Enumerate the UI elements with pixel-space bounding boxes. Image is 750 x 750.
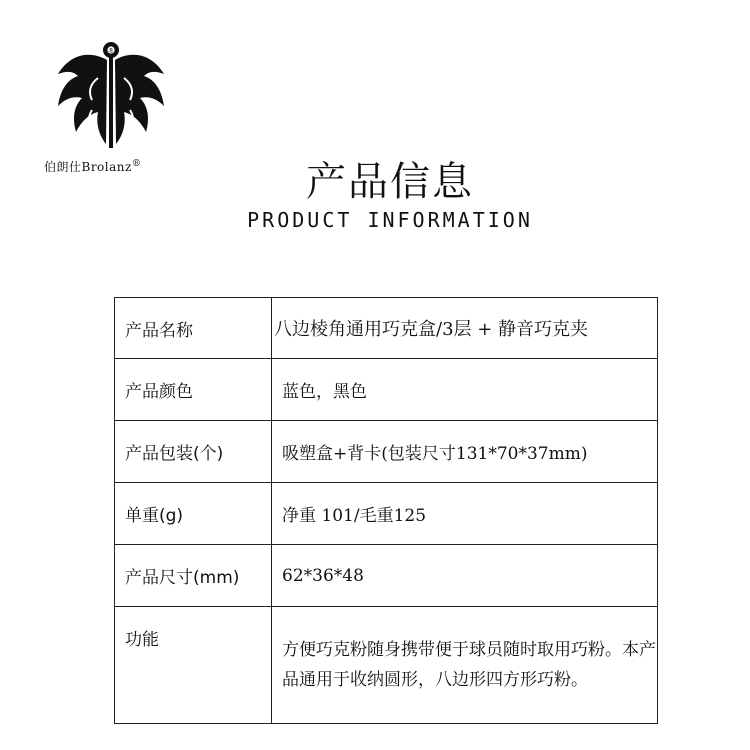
- row-label: 产品包装(个): [115, 421, 272, 483]
- row-label: 产品名称: [115, 298, 272, 359]
- row-label: 产品颜色: [115, 359, 272, 421]
- table-row: [115, 359, 658, 421]
- product-info-table: [114, 297, 658, 724]
- svg-text:8: 8: [109, 47, 113, 55]
- row-value: 方便巧克粉随身携带便于球员随时取用巧粉。本产品通用于收纳圆形，八边形四方形巧粉。: [272, 607, 658, 724]
- table-row: [115, 421, 658, 483]
- brand-name-text: 伯朗仕Brolanz: [44, 160, 132, 174]
- row-value: 净重 101/毛重125: [272, 483, 658, 545]
- row-label: 产品尺寸(mm): [115, 545, 272, 607]
- registered-mark: ®: [131, 159, 142, 169]
- table-row: [115, 483, 658, 545]
- row-value: 62*36*48: [272, 545, 658, 607]
- page-subtitle: PRODUCT INFORMATION: [247, 208, 533, 232]
- row-label: 单重(g): [115, 483, 272, 545]
- row-value: 吸塑盒+背卡(包装尺寸131*70*37mm): [272, 421, 658, 483]
- table-row: [115, 298, 658, 359]
- table-row: [115, 545, 658, 607]
- twin-dragon-eight-ball-icon: [52, 40, 170, 152]
- row-value: 蓝色，黑色: [272, 359, 658, 421]
- row-value: 八边棱角通用巧克盒/3层 + 静音巧克夹: [272, 298, 658, 359]
- table-row: [115, 607, 658, 724]
- row-label: 功能: [115, 607, 272, 724]
- page-title: 产品信息: [306, 159, 474, 205]
